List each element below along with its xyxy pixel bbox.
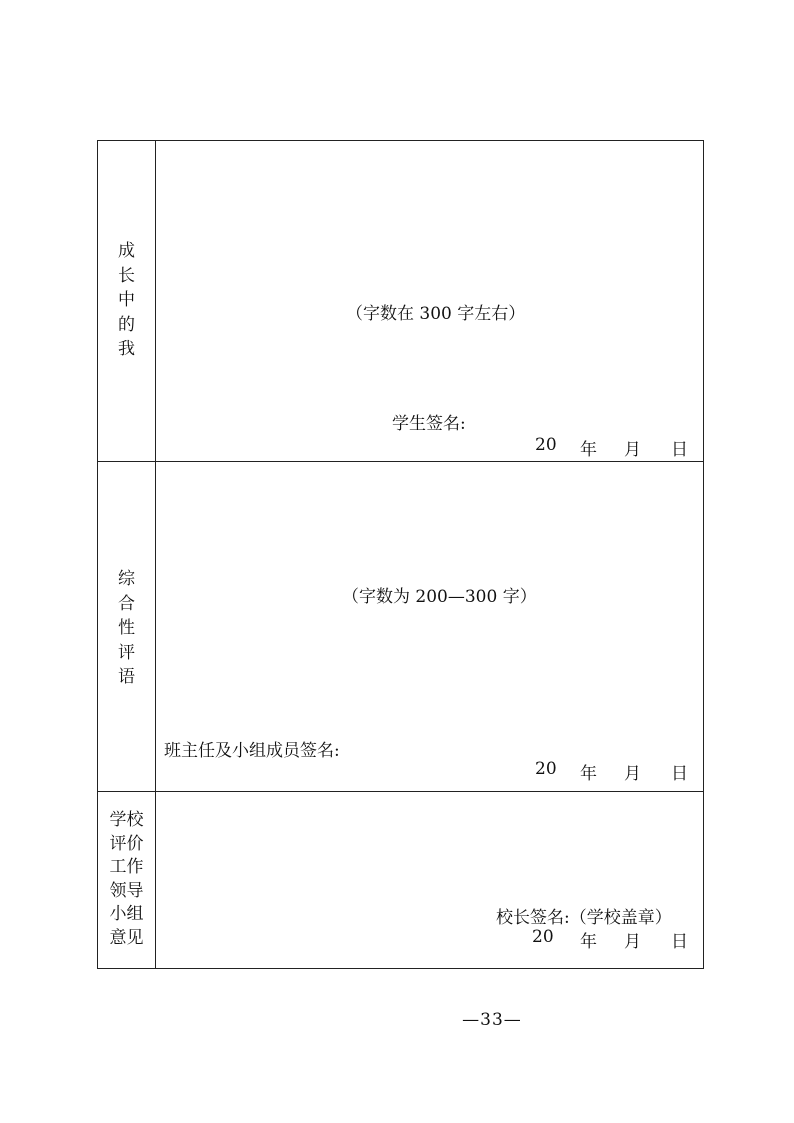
date-month-label: 月 [624, 932, 641, 952]
label-char: 综 [118, 569, 135, 589]
student-signature-label: 学生签名: [392, 414, 466, 434]
teacher-signature-label: 班主任及小组成员签名: [164, 741, 340, 761]
date-year-prefix: 20 [532, 927, 554, 947]
date-day-label: 日 [671, 764, 688, 784]
column-divider [155, 141, 156, 968]
date-month-label: 月 [624, 764, 641, 784]
date-day-label: 日 [671, 932, 688, 952]
label-chars: 工作 [109, 857, 144, 878]
label-char: 的 [118, 314, 135, 335]
label-char: 语 [118, 667, 135, 687]
label-char: 性 [118, 618, 135, 638]
label-chars: 小组 [109, 904, 144, 925]
section-label-school-opinion [98, 809, 155, 951]
label-chars: 意见 [109, 927, 144, 948]
date-year-label: 年 [580, 440, 597, 460]
date-year-prefix: 20 [535, 435, 557, 455]
page-number: —33— [462, 1010, 522, 1030]
label-char: 我 [118, 339, 135, 359]
label-chars: 评价 [109, 833, 144, 854]
date-month-label: 月 [624, 440, 641, 460]
section-label-comprehensive-comment [98, 567, 155, 690]
label-chars: 领导 [109, 880, 144, 901]
word-count-hint: （字数为 200—300 字） [342, 587, 537, 607]
word-count-hint: （字数在 300 字左右） [346, 304, 526, 324]
section-label-growth [98, 239, 155, 362]
label-char: 评 [118, 642, 135, 663]
principal-signature-label: 校长签名:（学校盖章） [496, 908, 672, 928]
label-char: 中 [118, 290, 135, 310]
row-divider [98, 461, 703, 462]
date-day-label: 日 [671, 440, 688, 460]
label-char: 成 [118, 241, 135, 261]
row-divider [98, 791, 703, 792]
date-year-label: 年 [580, 932, 597, 952]
date-year-label: 年 [580, 764, 597, 784]
label-chars: 学校 [109, 810, 144, 830]
label-char: 长 [118, 265, 135, 286]
evaluation-form-table [97, 140, 704, 969]
label-char: 合 [118, 593, 135, 614]
date-year-prefix: 20 [535, 759, 557, 779]
